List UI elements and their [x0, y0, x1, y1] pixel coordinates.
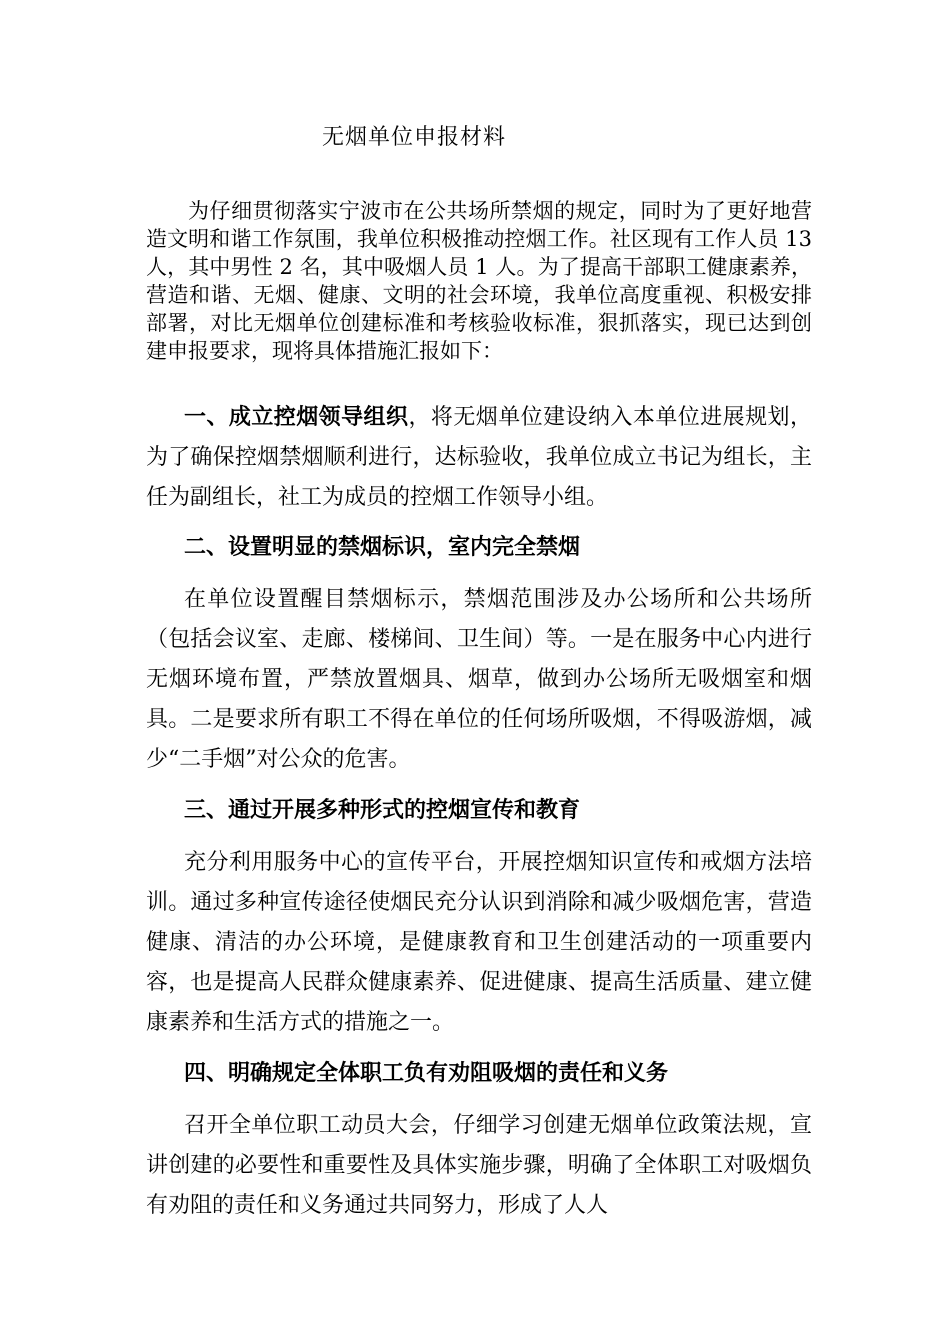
- section-1-heading: 一、成立控烟领导组织: [184, 404, 409, 430]
- intro-paragraph: 为仔细贯彻落实宁波市在公共场所禁烟的规定，同时为了更好地营造文明和谐工作氛围，我单位积极推动控烟工作。社区现有工作人员 13 人，其中男性 2 名，其中吸烟人员 1 人。为了提高干部职工健康素养，营造和谐、无烟、健康、文明的社会环境，我单位高度重视、积极安排部署，对比无烟单位创建标准和考核验收标准，狠抓落实，现已达到创建申报要求，现将具体措施汇报如下：: [146, 199, 812, 363]
- section-1-body: ，将无烟单位建设纳入本单位进展规划，为了确保控烟禁烟顺利进行，达标验收，我单位成立书记为组长，主任为副组长，社工为成员的控烟工作领导小组。: [146, 405, 812, 510]
- section-2-body: 在单位设置醒目禁烟标示，禁烟范围涉及办公场所和公共场所（包括会议室、走廊、楼梯间、卫生间）等。一是在服务中心内进行无烟环境布置，严禁放置烟具、烟草，做到办公场所无吸烟室和烟具。二是要求所有职工不得在单位的任何场所吸烟，不得吸游烟，减少“二手烟”对公众的危害。: [146, 587, 812, 772]
- section-4-heading: 四、明确规定全体职工负有劝阻吸烟的责任和义务: [184, 1060, 669, 1086]
- section-4-body: 召开全单位职工动员大会，仔细学习创建无烟单位政策法规，宣讲创建的必要性和重要性及具体实施步骤，明确了全体职工对吸烟负有劝阻的责任和义务通过共同努力，形成了人人: [146, 1113, 812, 1218]
- section-2-heading: 二、设置明显的禁烟标识，室内完全禁烟: [184, 534, 581, 560]
- document-title: 无烟单位申报材料: [322, 125, 507, 150]
- section-3-body: 充分利用服务中心的宣传平台，开展控烟知识宣传和戒烟方法培训。通过多种宣传途径使烟民充分认识到消除和减少吸烟危害，营造健康、清洁的办公环境，是健康教育和卫生创建活动的一项重要内容，也是提高人民群众健康素养、促进健康、提高生活质量、建立健康素养和生活方式的措施之一。: [146, 850, 812, 1035]
- section-1-paragraph: [146, 397, 812, 518]
- section-3-heading: 三、通过开展多种形式的控烟宣传和教育: [184, 797, 581, 823]
